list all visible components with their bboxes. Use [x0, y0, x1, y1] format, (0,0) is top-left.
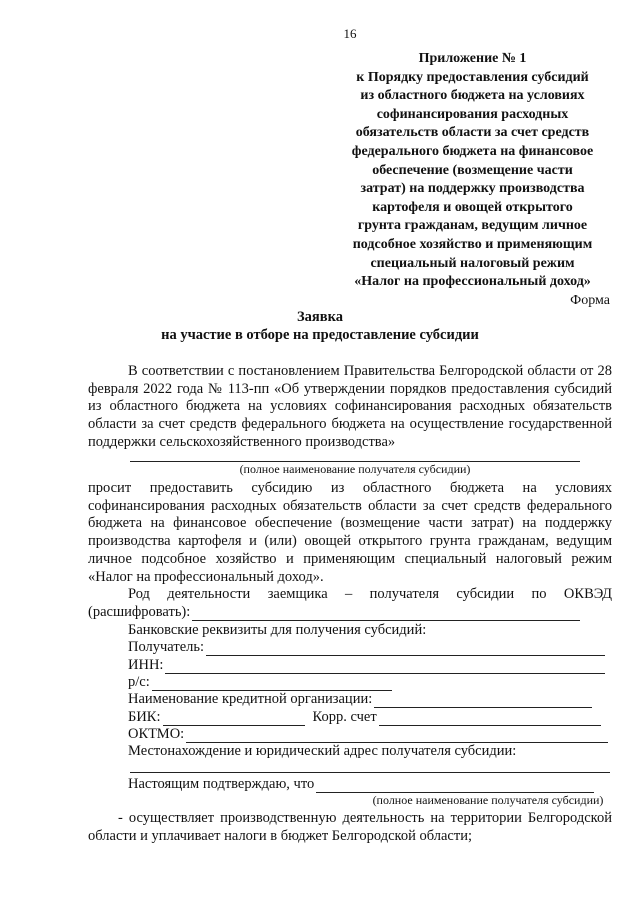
oktmo-input-line[interactable] [186, 728, 608, 743]
page-number: 16 [343, 26, 357, 41]
annex-line: подсобное хозяйство и применяющим [352, 236, 593, 252]
corr-account-label: Корр. счет [312, 709, 377, 725]
okved-line-1: Род деятельности заемщика – получателя субсидии по ОКВЭД [128, 586, 612, 602]
recipient-input-line[interactable] [206, 641, 605, 656]
corr-account-input-line[interactable] [379, 711, 601, 726]
bik-label: БИК: [128, 709, 161, 725]
address-label: Местонахождение и юридический адрес получателя субсидии: [128, 743, 517, 759]
confirm-caption: (полное наименование получателя субсидии) [372, 793, 604, 807]
confirm-row [128, 775, 594, 793]
title-line-2: на участие в отборе на предоставление субсидии [161, 327, 479, 343]
oktmo-label: ОКТМО: [128, 726, 185, 742]
final-paragraph: - осуществляет производственную деятельность на территории Белгородской области и уплачивает налоги в бюджет Белгородской области; [88, 810, 612, 844]
account-row [128, 673, 392, 691]
annex-line: софинансирования расходных [376, 106, 569, 122]
annex-line: грунта гражданам, ведущим личное [357, 218, 588, 234]
annex-line: затрат) на поддержку производства [360, 181, 585, 197]
annex-line: федерального бюджета на финансовое [351, 143, 594, 159]
confirm-input-line[interactable] [316, 778, 594, 793]
annex-line: «Налог на профессиональный доход» [354, 274, 591, 290]
okved-row [88, 603, 580, 621]
intro-paragraph: В соответствии с постановлением Правительства Белгородской области от 28 февраля 2022 года № 113-пп «Об утверждении порядков предоставления субсидий из областного бюджета на условиях софинансирования расходных обязательств области за счет средств федерального бюджета на осуществление государственной поддержки сельскохозяйственного производства» [88, 363, 612, 450]
bik-row [128, 708, 601, 726]
address-input-line[interactable] [130, 772, 610, 773]
document-title [0, 308, 640, 344]
annex-line: из областного бюджета на условиях [360, 88, 585, 104]
credit-org-input-line[interactable] [374, 693, 592, 708]
request-paragraph: просит предоставить субсидию из областного бюджета на условиях софинансирования расходных обязательств области за счет средств федерального бюджета на финансовое обеспечение (возмещение части затрат) на поддержку производства картофеля и (или) овощей открытого грунта гражданам, ведущим личное подсобное хозяйство и применяющим специальный налоговый режим «Налог на профессиональный доход». [88, 480, 612, 585]
bank-details-label: Банковские реквизиты для получения субсидий: [128, 622, 427, 638]
inn-row [128, 656, 605, 674]
annex-line: обязательств области за счет средств [355, 125, 590, 141]
bik-input-line[interactable] [163, 711, 305, 726]
account-label: р/с: [128, 674, 150, 690]
recipient-label: Получатель: [128, 639, 205, 655]
address-row [128, 742, 516, 760]
recipient-caption: (полное наименование получателя субсидии) [239, 462, 471, 476]
credit-org-row [128, 690, 592, 708]
annex-line: обеспечение (возмещение части [372, 162, 573, 178]
okved-label: (расшифровать): [88, 604, 191, 620]
form-label: Форма [570, 293, 610, 308]
inn-label: ИНН: [128, 657, 164, 673]
inn-input-line[interactable] [165, 659, 605, 674]
annex-line: картофеля и овощей открытого [372, 199, 573, 215]
recipient-row [128, 638, 605, 656]
annex-header [335, 50, 610, 292]
confirm-label: Настоящим подтверждаю, что [128, 776, 315, 792]
annex-line: к Порядку предоставления субсидий [356, 69, 589, 85]
annex-line: специальный налоговый режим [370, 255, 575, 271]
title-line-1: Заявка [297, 309, 343, 325]
oktmo-row [128, 725, 608, 743]
account-input-line[interactable] [152, 676, 392, 691]
okved-input-line[interactable] [192, 606, 580, 621]
annex-line: Приложение № 1 [418, 51, 527, 66]
credit-org-label: Наименование кредитной организации: [128, 691, 373, 707]
bank-details-row [128, 621, 426, 639]
